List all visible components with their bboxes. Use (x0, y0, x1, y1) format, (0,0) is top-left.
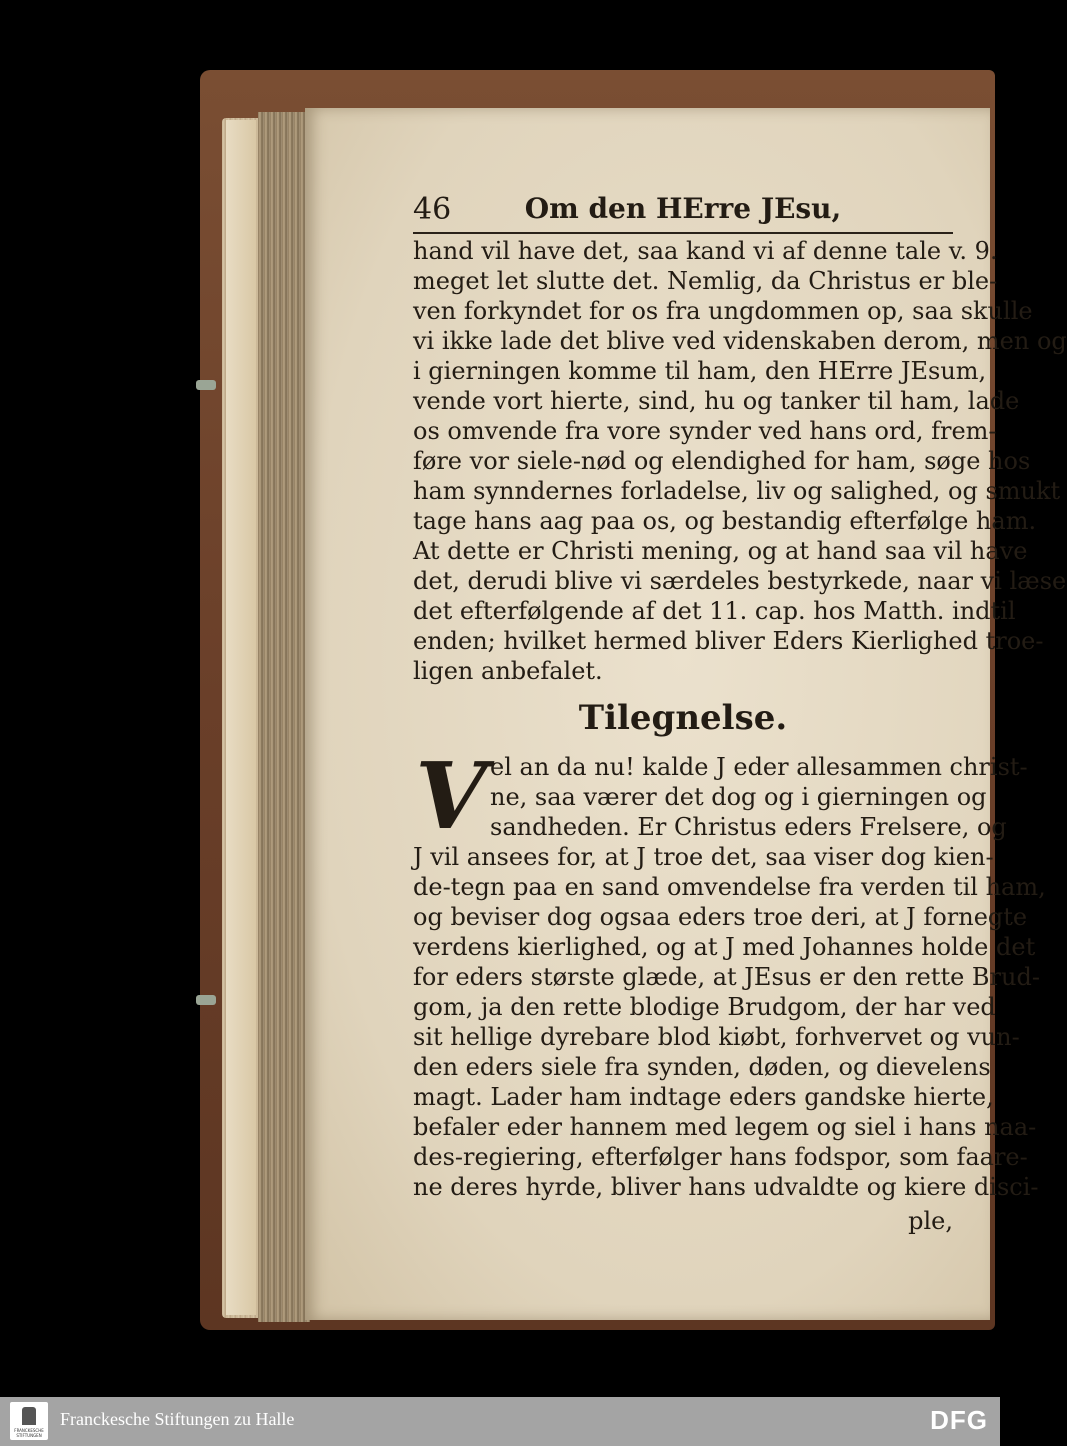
text-line: det, derudi blive vi særdeles bestyrkede, naar vi læse (413, 567, 1067, 595)
text-line: sandheden. Er Christus eders Frelsere, og (490, 813, 1007, 841)
text-line: de-tegn paa en sand omvendelse fra verden til ham, (413, 873, 1046, 901)
text-line: sit hellige dyrebare blod kiøbt, forhvervet og vun- (413, 1023, 1020, 1051)
drop-cap: V (415, 742, 487, 850)
text-line: ne, saa værer det dog og i gierningen og (490, 783, 987, 811)
text-line: ne deres hyrde, bliver hans udvaldte og kiere disci- (413, 1173, 1039, 1201)
dfg-logo[interactable]: DFG (930, 1405, 988, 1435)
text-line: J vil ansees for, at J troe det, saa viser dog kien- (413, 843, 994, 871)
text-line: tage hans aag paa os, og bestandig efterfølge ham. (413, 507, 1037, 535)
text-line: enden; hvilket hermed bliver Eders Kierlighed troe- (413, 627, 1044, 655)
text-line: des-regiering, efterfølger hans fodspor, som faare- (413, 1143, 1028, 1171)
text-line: verdens kierlighed, og at J med Johannes holde det (413, 933, 1036, 961)
text-line: den eders siele fra synden, døden, og dievelens (413, 1053, 991, 1081)
logo-mark (22, 1407, 36, 1425)
catchword: ple, (908, 1207, 953, 1235)
text-line: hand vil have det, saa kand vi af denne tale v. 9. (413, 237, 998, 265)
text-line: for eders største glæde, at JEsus er den rette Brud- (413, 963, 1040, 991)
logo-caption: FRANCKESCHE STIFTUNGEN (14, 1428, 44, 1438)
institution-logo-icon[interactable] (10, 1402, 48, 1440)
clasp-top (196, 380, 216, 390)
text-line: os omvende fra vore synder ved hans ord, frem- (413, 417, 997, 445)
text-line: At dette er Christi mening, og at hand saa vil have (413, 537, 1028, 565)
text-line: ham synndernes forladelse, liv og salighed, og smukt (413, 477, 1061, 505)
flyleaf (226, 120, 256, 1315)
institution-link[interactable]: Franckesche Stiftungen zu Halle (60, 1409, 295, 1429)
text-line: i gierningen komme til ham, den HErre JEsum, (413, 357, 987, 385)
clasp-bottom (196, 995, 216, 1005)
page-header (413, 190, 953, 234)
text-line: magt. Lader ham indtage eders gandske hierte, (413, 1083, 994, 1111)
text-line: det efterfølgende af det 11. cap. hos Matth. indtil (413, 597, 1016, 625)
text-line: befaler eder hannem med legem og siel i hans naa- (413, 1113, 1037, 1141)
text-line: føre vor siele-nød og elendighed for ham, søge hos (413, 447, 1031, 475)
text-line: ligen anbefalet. (413, 657, 603, 685)
viewer-footer (0, 1397, 1000, 1446)
text-line: og beviser dog ogsaa eders troe deri, at J fornegte (413, 903, 1028, 931)
text-line: el an da nu! kalde J eder allesammen christ- (490, 753, 1028, 781)
running-head: Om den HErre JEsu, (524, 192, 842, 225)
text-line: vi ikke lade det blive ved videnskaben derom, men og (413, 327, 1067, 355)
text-line: ven forkyndet for os fra ungdommen op, saa skulle (413, 297, 1033, 325)
text-line: gom, ja den rette blodige Brudgom, der har ved (413, 993, 996, 1021)
page-number: 46 (413, 192, 452, 227)
text-line: meget let slutte det. Nemlig, da Christus er ble- (413, 267, 998, 295)
text-line: vende vort hierte, sind, hu og tanker til ham, lade (413, 387, 1020, 415)
gutter (258, 112, 310, 1322)
section-heading: Tilegnelse. (578, 698, 788, 738)
